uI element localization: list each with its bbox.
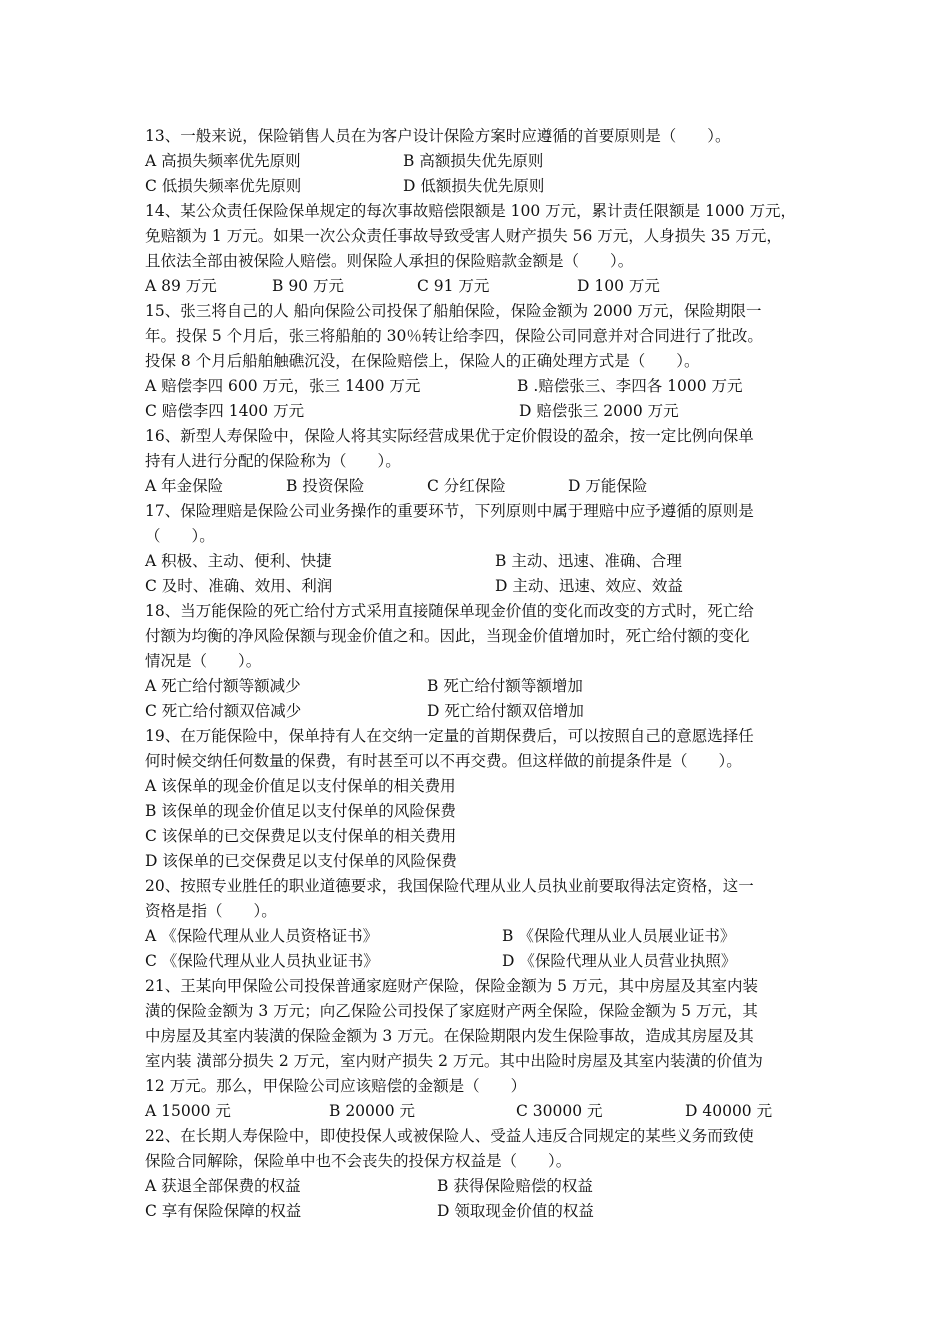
option-b: B 获得保险赔偿的权益 (437, 1177, 593, 1195)
option-c: C 该保单的已交保费足以支付保单的相关费用 (145, 827, 457, 845)
question-15 (145, 299, 812, 424)
options-row (145, 574, 812, 599)
question-stem-line: 22、在长期人寿保险中，即使投保人或被保险人、受益人违反合同规定的某些义务而致使 (145, 1127, 754, 1145)
option-a: A 死亡给付额等额减少 (145, 677, 301, 695)
option-b: B 该保单的现金价值足以支付保单的风险保费 (145, 802, 456, 820)
option-c: C 《保险代理从业人员执业证书》 (145, 952, 379, 970)
question-stem-line: 15、张三将自己的人 船向保险公司投保了船舶保险，保险金额为 2000 万元，保险期限一 (145, 302, 762, 320)
question-stem-line: 资格是指（ ）。 (145, 902, 277, 920)
option-d: D 该保单的已交保费足以支付保单的风险保费 (145, 852, 457, 870)
question-stem-line: 17、保险理赔是保险公司业务操作的重要环节，下列原则中属于理赔中应予遵循的原则是 (145, 502, 754, 520)
option-d: D 万能保险 (568, 477, 648, 495)
question-21 (145, 974, 812, 1124)
question-stem-line: 12 万元。那么，甲保险公司应该赔偿的金额是（ ） (145, 1077, 527, 1095)
option-c: C 死亡给付额双倍减少 (145, 702, 302, 720)
option-c: C 分红保险 (427, 477, 506, 495)
option-c: C 91 万元 (417, 277, 490, 295)
question-stem-line: 18、当万能保险的死亡给付方式采用直接随保单现金价值的变化而改变的方式时，死亡给 (145, 602, 754, 620)
question-14 (145, 199, 812, 299)
options-row (145, 1174, 812, 1199)
question-stem-line: 16、新型人寿保险中，保险人将其实际经营成果优于定价假设的盈余，按一定比例向保单 (145, 427, 754, 445)
options-row (145, 174, 812, 199)
option-d: D 《保险代理从业人员营业执照》 (502, 952, 737, 970)
options-row (145, 924, 812, 949)
question-stem-line: 21、王某向甲保险公司投保普通家庭财产保险，保险金额为 5 万元，其中房屋及其室内装 (145, 977, 758, 995)
question-stem-line: 19、在万能保险中，保单持有人在交纳一定量的首期保费后，可以按照自己的意愿选择任 (145, 727, 754, 745)
question-stem-line: 免赔额为 1 万元。如果一次公众责任事故导致受害人财产损失 56 万元，人身损失 35 万元， (145, 227, 782, 245)
options-row (145, 274, 812, 299)
options-row (145, 1199, 812, 1224)
option-b: B 《保险代理从业人员展业证书》 (502, 927, 736, 945)
question-stem-line: 且依法全部由被保险人赔偿。则保险人承担的保险赔款金额是（ ）。 (145, 252, 634, 270)
question-stem-line: 13、一般来说，保险销售人员在为客户设计保险方案时应遵循的首要原则是（ ）。 (145, 127, 731, 145)
options-row (145, 1099, 812, 1124)
option-a: A 89 万元 (145, 277, 217, 295)
option-c: C 及时、准确、效用、利润 (145, 577, 333, 595)
document-page (145, 124, 812, 1224)
option-a: A 积极、主动、便利、快捷 (145, 552, 332, 570)
option-a: A 高损失频率优先原则 (145, 152, 301, 170)
option-c: C 赔偿李四 1400 万元 (145, 402, 305, 420)
question-stem-line: （ ）。 (145, 527, 215, 545)
options-row (145, 699, 812, 724)
question-stem-line: 保险合同解除，保险单中也不会丧失的投保方权益是（ ）。 (145, 1152, 572, 1170)
options-row (145, 399, 812, 424)
option-b: B 高额损失优先原则 (403, 152, 544, 170)
option-b: B 20000 元 (329, 1102, 416, 1120)
option-d: D 领取现金价值的权益 (437, 1202, 594, 1220)
question-stem-line: 20、按照专业胜任的职业道德要求，我国保险代理从业人员执业前要取得法定资格，这一 (145, 877, 754, 895)
option-d: D 低额损失优先原则 (403, 177, 545, 195)
question-stem-line: 投保 8 个月后船舶触礁沉没，在保险赔偿上，保险人的正确处理方式是（ ）。 (145, 352, 700, 370)
options-row (145, 474, 812, 499)
question-22 (145, 1124, 812, 1224)
question-stem-line: 何时候交纳任何数量的保费，有时甚至可以不再交费。但这样做的前提条件是（ ）。 (145, 752, 742, 770)
question-stem-line: 情况是（ ）。 (145, 652, 262, 670)
options-row (145, 549, 812, 574)
question-stem-line: 付额为均衡的净风险保额与现金价值之和。因此，当现金价值增加时，死亡给付额的变化 (145, 627, 750, 645)
question-19 (145, 724, 812, 874)
option-a: A 年金保险 (145, 477, 224, 495)
options-row (145, 949, 812, 974)
question-stem-line: 中房屋及其室内装潢的保险金额为 3 万元。在保险期限内发生保险事故，造成其房屋及其 (145, 1027, 754, 1045)
option-a: A 赔偿李四 600 万元，张三 1400 万元 (145, 377, 421, 395)
option-b: B 90 万元 (272, 277, 344, 295)
options-row (145, 374, 812, 399)
option-b: B .赔偿张三、李四各 1000 万元 (517, 377, 743, 395)
question-stem-line: 持有人进行分配的保险称为（ ）。 (145, 452, 401, 470)
options-row (145, 149, 812, 174)
question-18 (145, 599, 812, 724)
question-stem-line: 14、某公众责任保险保单规定的每次事故赔偿限额是 100 万元，累计责任限额是 1000 万元， (145, 202, 796, 220)
option-b: B 主动、迅速、准确、合理 (495, 552, 682, 570)
question-20 (145, 874, 812, 974)
options-row (145, 674, 812, 699)
option-d: D 40000 元 (685, 1102, 773, 1120)
question-13 (145, 124, 812, 199)
question-17 (145, 499, 812, 599)
option-d: D 赔偿张三 2000 万元 (519, 402, 679, 420)
option-a: A 获退全部保费的权益 (145, 1177, 301, 1195)
question-16 (145, 424, 812, 499)
option-c: C 低损失频率优先原则 (145, 177, 302, 195)
option-c: C 享有保险保障的权益 (145, 1202, 302, 1220)
option-a: A 15000 元 (145, 1102, 231, 1120)
option-d: D 100 万元 (577, 277, 660, 295)
question-stem-line: 潢的保险金额为 3 万元；向乙保险公司投保了家庭财产两全保险，保险金额为 5 万元，其 (145, 1002, 758, 1020)
option-b: B 死亡给付额等额增加 (427, 677, 583, 695)
option-c: C 30000 元 (516, 1102, 603, 1120)
option-d: D 主动、迅速、效应、效益 (495, 577, 683, 595)
option-a: A 《保险代理从业人员资格证书》 (145, 927, 379, 945)
option-a: A 该保单的现金价值足以支付保单的相关费用 (145, 777, 456, 795)
option-d: D 死亡给付额双倍增加 (427, 702, 584, 720)
question-stem-line: 室内装 潢部分损失 2 万元，室内财产损失 2 万元。其中出险时房屋及其室内装潢的价值为 (145, 1052, 763, 1070)
question-stem-line: 年。投保 5 个月后，张三将船舶的 30％转让给李四，保险公司同意并对合同进行了批改。 (145, 327, 763, 345)
option-b: B 投资保险 (286, 477, 365, 495)
